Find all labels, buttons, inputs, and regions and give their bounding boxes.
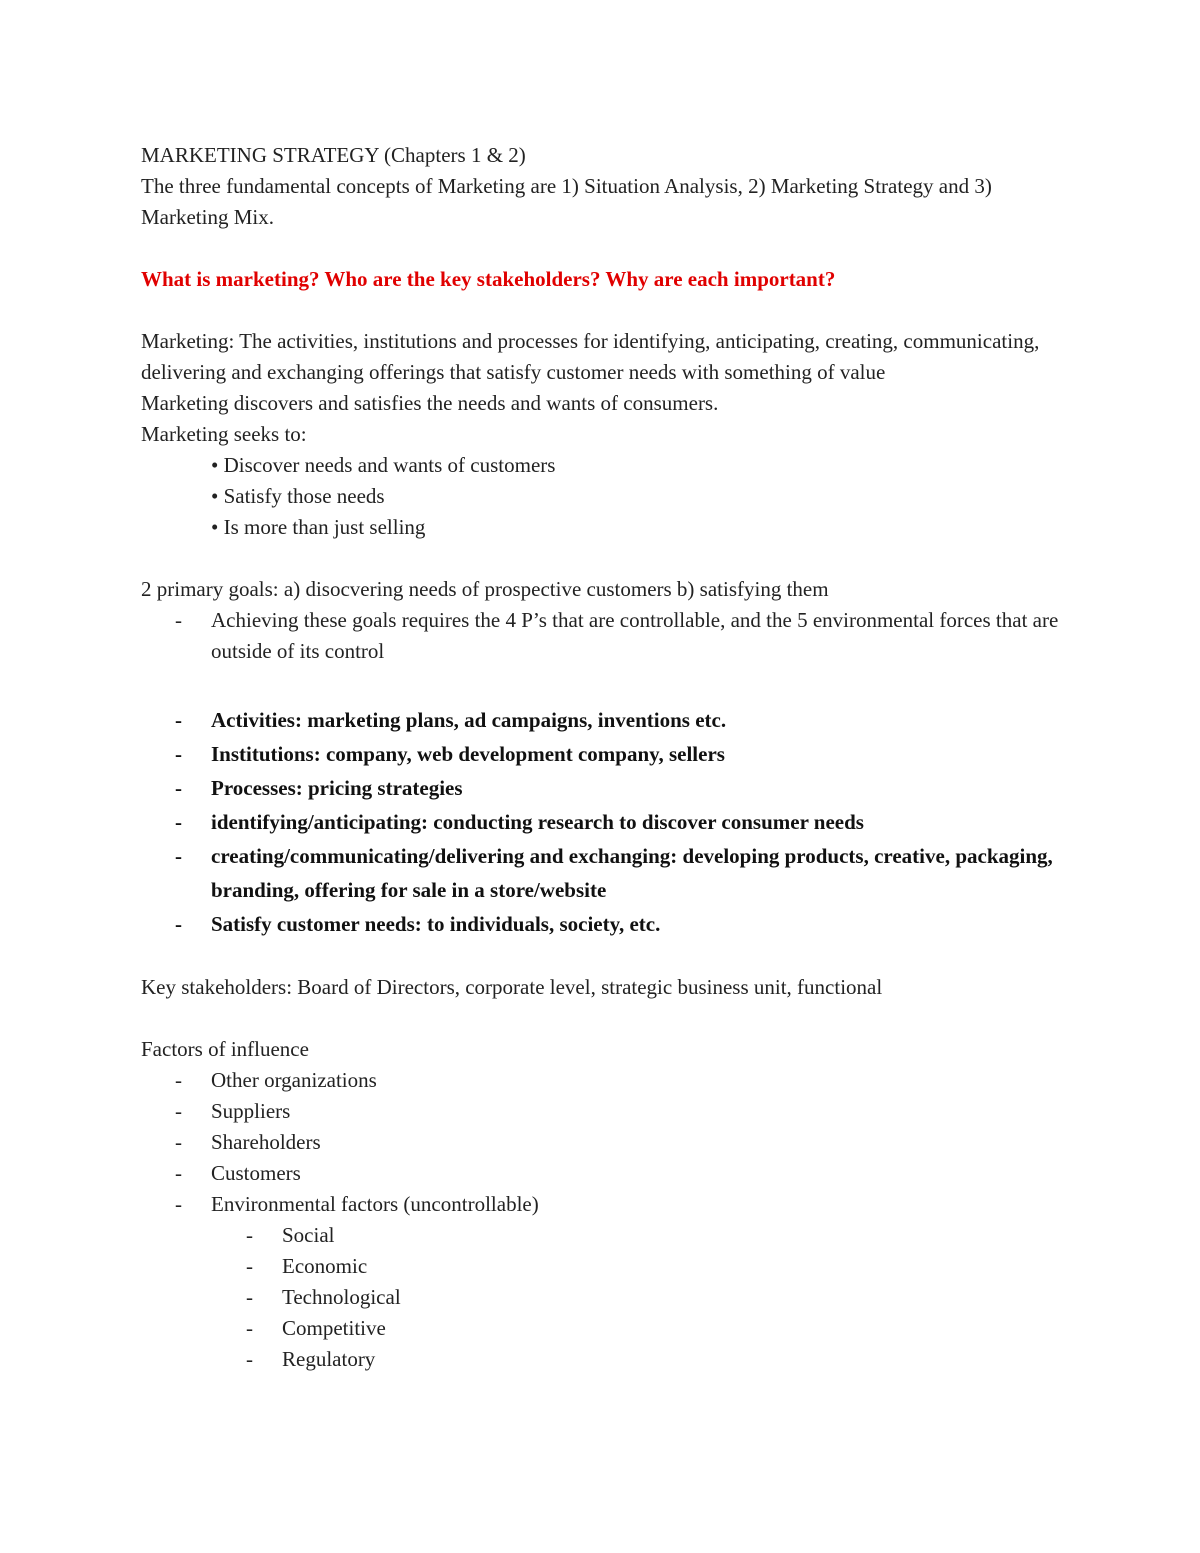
discovers-line: Marketing discovers and satisfies the needs and wants of consumers. (141, 391, 719, 415)
bold-item: Satisfy customer needs: to individuals, society, etc. (211, 912, 661, 936)
bold-item: identifying/anticipating: conducting research to discover consumer needs (211, 810, 864, 834)
list-item (141, 1158, 1071, 1189)
list-item (141, 1189, 1071, 1220)
list-item (141, 1313, 1071, 1344)
factor-item: Shareholders (211, 1130, 321, 1154)
dash-marker: - (175, 608, 182, 632)
spacer (141, 1003, 1071, 1034)
list-item (141, 771, 1071, 805)
factors-label: Factors of influence (141, 1037, 309, 1061)
spacer (141, 295, 1071, 326)
goals-subitem: Achieving these goals requires the 4 P’s that are controllable, and the 5 environmental forces that are outside of its control (211, 608, 1059, 663)
list-item (141, 1251, 1071, 1282)
list-item (141, 1220, 1071, 1251)
dash-marker: - (246, 1316, 253, 1340)
definition-paragraph: Marketing: The activities, institutions and processes for identifying, anticipating, creating, communicating, delivering and exchanging offerings that satisfy customer needs with something of value (141, 329, 1040, 384)
question-heading: What is marketing? Who are the key stakeholders? Why are each important? (141, 267, 836, 291)
env-factor-item: Technological (282, 1285, 401, 1309)
dash-marker: - (175, 810, 182, 834)
document-title: MARKETING STRATEGY (Chapters 1 & 2) (141, 143, 526, 167)
dash-marker: - (246, 1285, 253, 1309)
list-item (141, 605, 1071, 667)
spacer (141, 941, 1071, 972)
list-item (141, 805, 1071, 839)
env-factor-item: Competitive (282, 1316, 386, 1340)
spacer (141, 667, 1071, 703)
seeks-list (141, 450, 1071, 543)
dash-marker: - (246, 1223, 253, 1247)
bold-item: creating/communicating/delivering and exchanging: developing products, creative, packaging, branding, offering for sale in a store/website (211, 844, 1053, 902)
env-factor-item: Social (282, 1223, 335, 1247)
bold-item: Activities: marketing plans, ad campaigns, inventions etc. (211, 708, 727, 732)
document-page (141, 140, 1071, 1375)
dash-marker: - (175, 844, 182, 868)
bold-item: Processes: pricing strategies (211, 776, 463, 800)
env-factor-item: Economic (282, 1254, 368, 1278)
dash-marker: - (175, 1068, 182, 1092)
list-item: • Satisfy those needs (211, 484, 385, 508)
list-item (141, 839, 1071, 907)
bold-item: Institutions: company, web development company, sellers (211, 742, 725, 766)
list-item (141, 1127, 1071, 1158)
list-item (141, 1096, 1071, 1127)
definition-breakdown-list (141, 703, 1071, 941)
dash-marker: - (246, 1254, 253, 1278)
spacer (141, 233, 1071, 264)
stakeholders-line: Key stakeholders: Board of Directors, corporate level, strategic business unit, functional (141, 975, 883, 999)
spacer (141, 543, 1071, 574)
list-item: • Is more than just selling (211, 515, 426, 539)
list-item: • Discover needs and wants of customers (211, 453, 556, 477)
dash-marker: - (246, 1347, 253, 1371)
factor-item: Environmental factors (uncontrollable) (211, 1192, 539, 1216)
list-item (141, 1282, 1071, 1313)
env-factor-item: Regulatory (282, 1347, 376, 1371)
dash-marker: - (175, 742, 182, 766)
seeks-label: Marketing seeks to: (141, 422, 307, 446)
factor-item: Suppliers (211, 1099, 291, 1123)
goals-line: 2 primary goals: a) disocvering needs of prospective customers b) satisfying them (141, 577, 829, 601)
dash-marker: - (175, 1161, 182, 1185)
dash-marker: - (175, 1130, 182, 1154)
dash-marker: - (175, 1192, 182, 1216)
list-item (141, 1344, 1071, 1375)
intro-paragraph: The three fundamental concepts of Marketing are 1) Situation Analysis, 2) Marketing Strategy and 3) Marketing Mix. (141, 174, 992, 229)
factor-item: Other organizations (211, 1068, 377, 1092)
list-item (141, 907, 1071, 941)
dash-marker: - (175, 1099, 182, 1123)
dash-marker: - (175, 912, 182, 936)
factors-list (141, 1065, 1071, 1375)
list-item (141, 1065, 1071, 1096)
dash-marker: - (175, 708, 182, 732)
list-item (141, 737, 1071, 771)
factor-item: Customers (211, 1161, 301, 1185)
dash-marker: - (175, 776, 182, 800)
list-item (141, 703, 1071, 737)
